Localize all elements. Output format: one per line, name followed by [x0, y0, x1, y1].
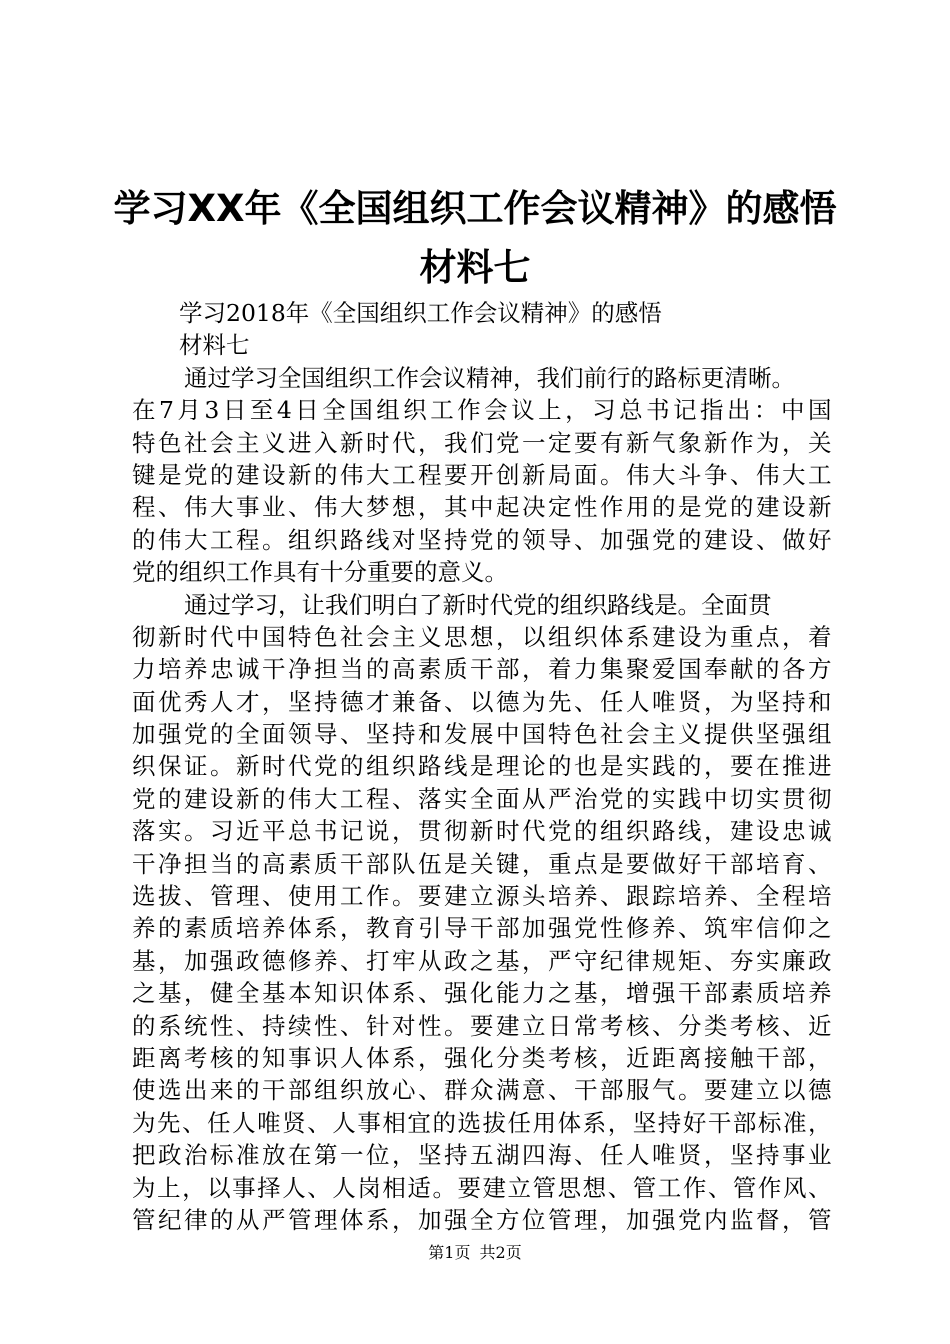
- paragraph-2-line: 把政治标准放在第一位，坚持五湖四海、任人唯贤，坚持事业: [132, 1141, 832, 1170]
- paragraph-1-line: 通过学习全国组织工作会议精神，我们前行的路标更清晰。: [184, 363, 795, 392]
- paragraph-1-line: 的伟大工程。组织路线对坚持党的领导、加强党的建设、做好: [132, 525, 832, 554]
- paragraph-1-line: 特色社会主义进入新时代，我们党一定要有新气象新作为，关: [132, 428, 832, 457]
- paragraph-2-line: 面优秀人才，坚持德才兼备、以德为先、任人唯贤，为坚持和: [132, 687, 832, 716]
- paragraph-2-line: 选拔、管理、使用工作。要建立源头培养、跟踪培养、全程培: [132, 882, 832, 911]
- page-number: 第1页: [428, 1243, 471, 1262]
- paragraph-1-line: 程、伟大事业、伟大梦想，其中起决定性作用的是党的建设新: [132, 493, 832, 522]
- paragraph-2-line: 加强党的全面领导、坚持和发展中国特色社会主义提供坚强组: [132, 720, 832, 749]
- paragraph-2-line: 管纪律的从严管理体系，加强全方位管理，加强党内监督，管: [132, 1205, 832, 1234]
- paragraph-1-line: 党的组织工作具有十分重要的意义。: [132, 558, 508, 587]
- paragraph-2-line: 干净担当的高素质干部队伍是关键，重点是要做好干部培育、: [132, 849, 832, 878]
- document-title-line-2: 材料七: [419, 246, 531, 289]
- paragraph-1-line: 在7月3日至4日全国组织工作会议上，习总书记指出：中国: [132, 396, 832, 425]
- paragraph-2-line: 落实。习近平总书记说，贯彻新时代党的组织路线，建设忠诚: [132, 817, 832, 846]
- paragraph-2-line: 为先、任人唯贤、人事相宜的选拔任用体系，坚持好干部标准，: [132, 1108, 832, 1137]
- paragraph-2-line: 使选出来的干部组织放心、群众满意、干部服气。要建立以德: [132, 1076, 832, 1105]
- paragraph-2-line: 力培养忠诚干净担当的高素质干部，着力集聚爱国奉献的各方: [132, 655, 832, 684]
- paragraph-2-line: 彻新时代中国特色社会主义思想，以组织体系建设为重点，着: [132, 622, 832, 651]
- page-total: 共2页: [479, 1243, 522, 1262]
- paragraph-2-line: 党的建设新的伟大工程、落实全面从严治党的实践中切实贯彻: [132, 784, 832, 813]
- subtitle-line: 材料七: [179, 331, 250, 360]
- paragraph-1-line: 键是党的建设新的伟大工程要开创新局面。伟大斗争、伟大工: [132, 460, 832, 489]
- document-body: [132, 297, 832, 1236]
- paragraph-2-line: 通过学习，让我们明白了新时代党的组织路线是。全面贯: [184, 590, 772, 619]
- paragraph-2-line: 之基，健全基本知识体系、强化能力之基，增强干部素质培养: [132, 979, 832, 1008]
- paragraph-2-line: 养的素质培养体系，教育引导干部加强党性修养、筑牢信仰之: [132, 914, 832, 943]
- paragraph-2-line: 织保证。新时代党的组织路线是理论的也是实践的，要在推进: [132, 752, 832, 781]
- document-title-line-1: 学习XX年《全国组织工作会议精神》的感悟: [113, 187, 837, 230]
- page-footer: [0, 1245, 950, 1261]
- subtitle-line: 学习2018年《全国组织工作会议精神》的感悟: [179, 299, 662, 327]
- paragraph-2-line: 基，加强政德修养、打牢从政之基，严守纪律规矩、夯实廉政: [132, 946, 832, 975]
- paragraph-2-line: 为上，以事择人、人岗相适。要建立管思想、管工作、管作风、: [132, 1173, 832, 1202]
- paragraph-2-line: 的系统性、持续性、针对性。要建立日常考核、分类考核、近: [132, 1011, 832, 1040]
- paragraph-2-line: 距离考核的知事识人体系，强化分类考核，近距离接触干部，: [132, 1043, 832, 1072]
